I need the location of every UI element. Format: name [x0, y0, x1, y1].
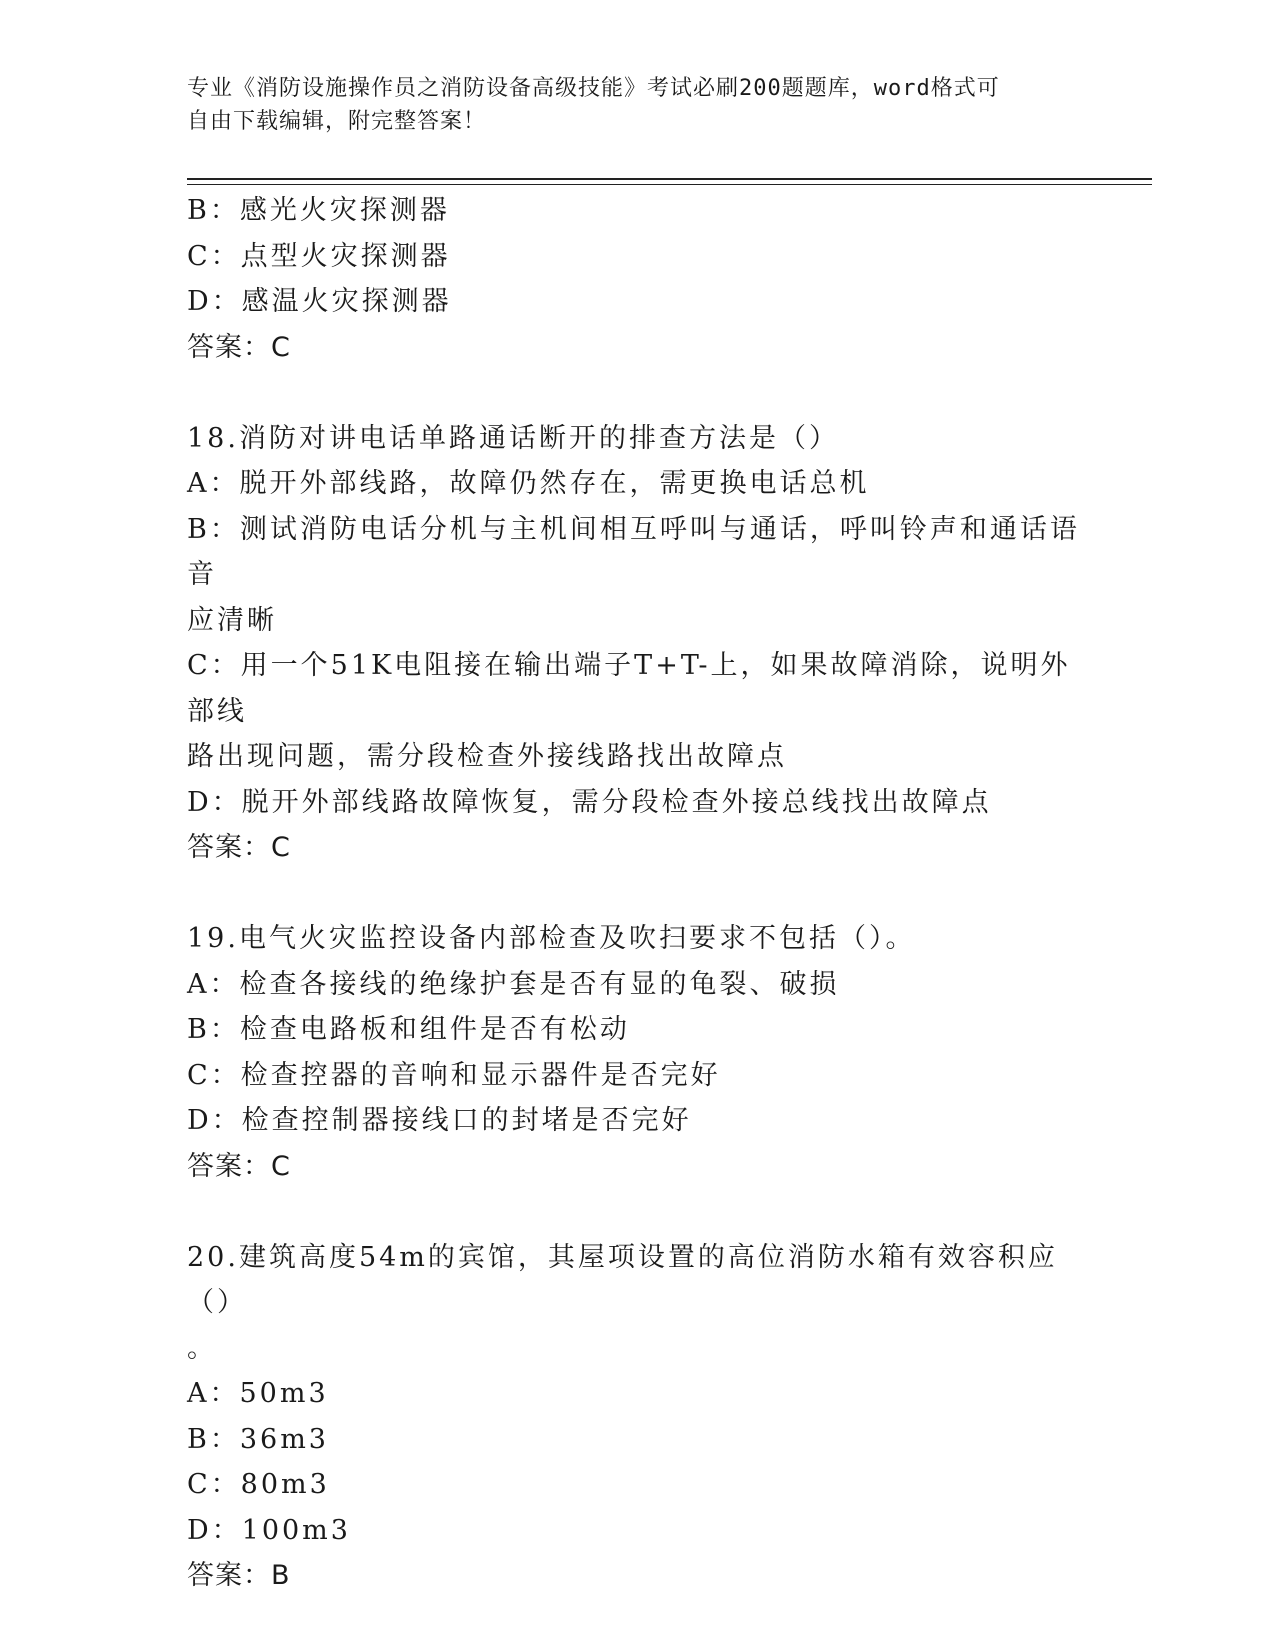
header-rule-thin: [187, 184, 1152, 185]
q17-option-c: C：点型火灾探测器: [187, 240, 451, 272]
q20-option-a: A：50m3: [187, 1378, 329, 1409]
q20-option-c: C：80m3: [187, 1469, 330, 1500]
question-content: [187, 188, 1087, 1599]
q20-question-cont: 。: [187, 1332, 217, 1364]
question-20-block: [187, 1235, 1087, 1599]
q18-answer: 答案：C: [187, 832, 291, 863]
q19-option-a: A：检查各接线的绝缘护套是否有显的龟裂、破损: [187, 968, 840, 1000]
q18-option-d: D：脱开外部线路故障恢复，需分段检查外接总线找出故障点: [187, 786, 992, 818]
spacer: [187, 871, 1087, 917]
q20-option-d: D：100m3: [187, 1514, 351, 1546]
question-17-block: [187, 188, 1087, 370]
q18-question: 18.消防对讲电话单路通话断开的排查方法是（）: [187, 422, 839, 454]
header-rule-thick: [187, 178, 1152, 180]
q18-option-b: B：测试消防电话分机与主机间相互呼叫与通话，呼叫铃声和通话语音: [187, 513, 1080, 590]
document-header: [187, 72, 1087, 138]
q18-option-c-cont: 路出现问题，需分段检查外接线路找出故障点: [187, 741, 787, 772]
q20-answer: 答案：B: [187, 1560, 291, 1591]
q19-option-c: C：检查控器的音响和显示器件是否完好: [187, 1059, 721, 1091]
q20-option-b: B：36m3: [187, 1423, 329, 1455]
question-19-block: [187, 916, 1087, 1189]
spacer: [187, 1189, 1087, 1235]
q20-question: 20.建筑高度54m的宾馆，其屋项设置的高位消防水箱有效容积应（）: [187, 1241, 1058, 1318]
q19-option-b: B：检查电路板和组件是否有松动: [187, 1014, 630, 1045]
q18-option-a: A：脱开外部线路，故障仍然存在，需更换电话总机: [187, 468, 870, 499]
q19-option-d: D：检查控制器接线口的封堵是否完好: [187, 1105, 692, 1136]
q18-option-b-cont: 应清晰: [187, 604, 277, 636]
spacer: [187, 370, 1087, 416]
q17-option-d: D：感温火灾探测器: [187, 286, 452, 317]
q19-question: 19.电气火灾监控设备内部检查及吹扫要求不包括（）。: [187, 923, 916, 954]
header-line-1: 专业《消防设施操作员之消防设备高级技能》考试必刷200题题库，word格式可: [187, 76, 1000, 101]
q18-option-c: C：用一个51K电阻接在输出端子T+T-上，如果故障消除，说明外部线: [187, 650, 1071, 727]
q19-answer: 答案：C: [187, 1150, 291, 1182]
q17-option-b: B：感光火灾探测器: [187, 195, 450, 226]
q17-answer: 答案：C: [187, 331, 291, 363]
header-line-2: 自由下载编辑，附完整答案！: [187, 109, 487, 134]
question-18-block: [187, 416, 1087, 871]
